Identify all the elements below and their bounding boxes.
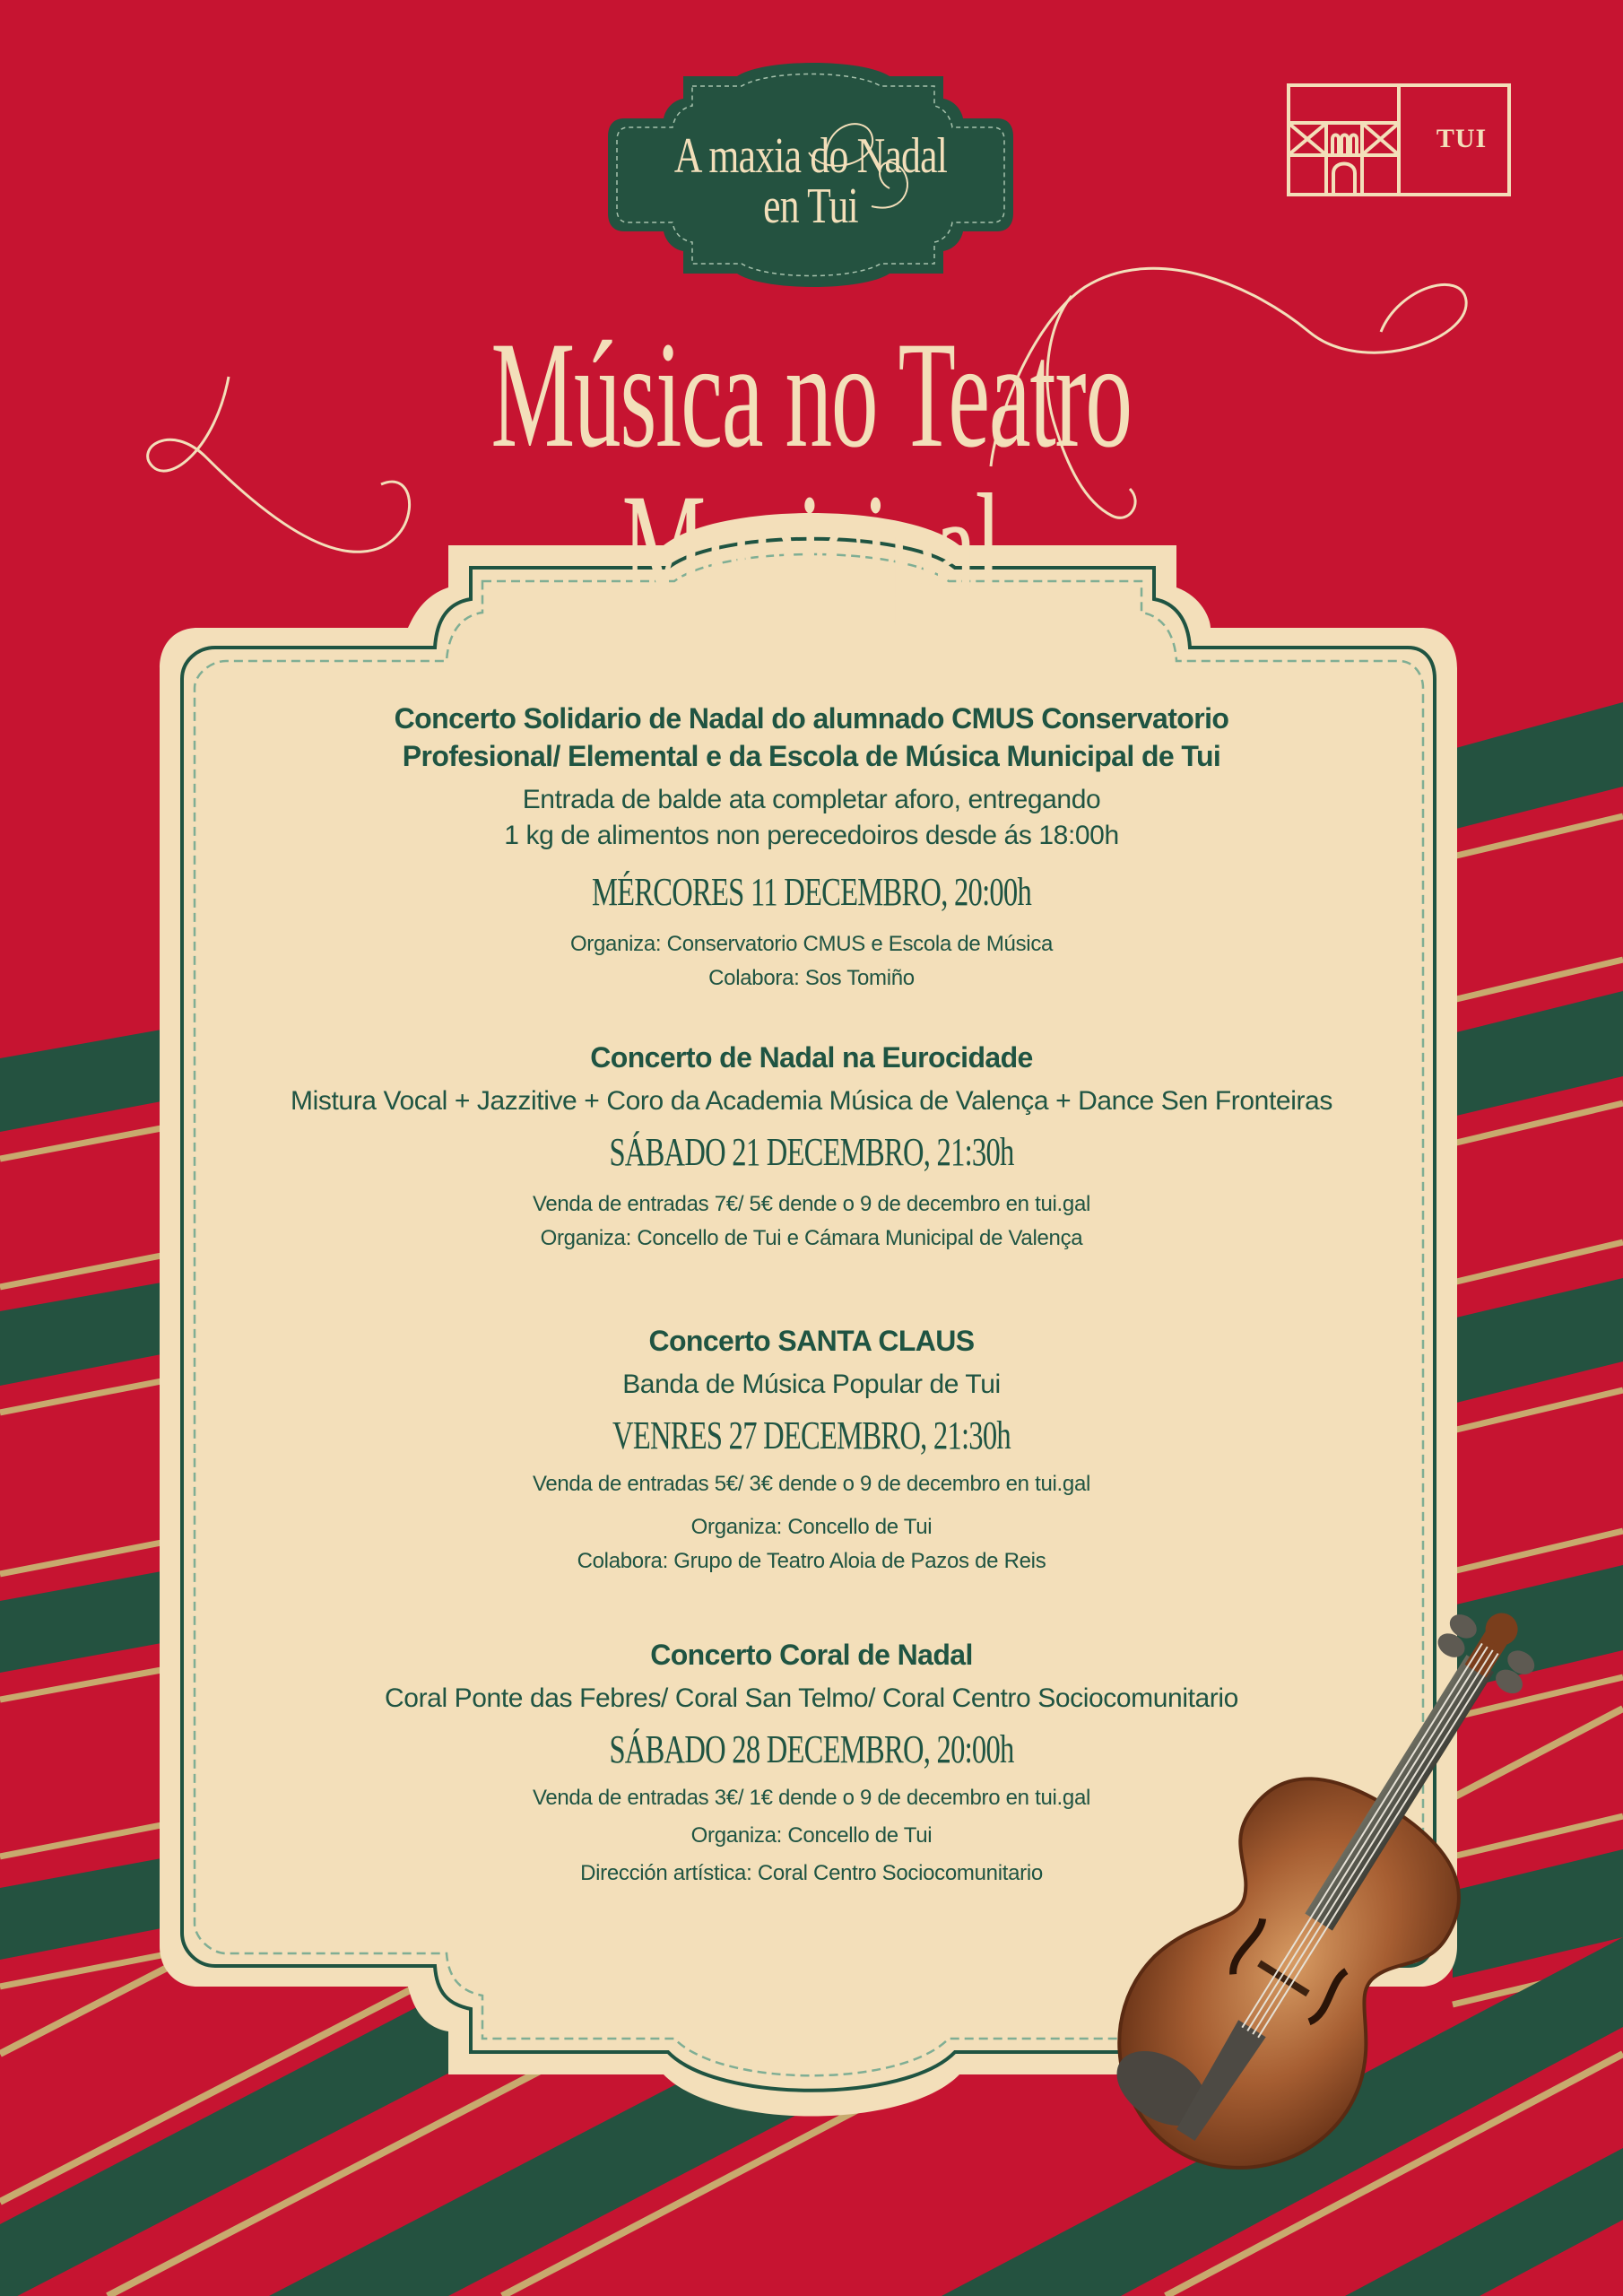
event-subtitle: Coral Ponte das Febres/ Coral San Telmo/ Coral Centro Sociocomunitario: [385, 1683, 1238, 1713]
event-info: Dirección artística: Coral Centro Sociocomunitario: [580, 1861, 1043, 1885]
event-info: Colabora: Grupo de Teatro Aloia de Pazos de Reis: [577, 1549, 1046, 1573]
event-item: [197, 1039, 1426, 1256]
event-info: Venda de entradas 3€/ 1€ dende o 9 de decembro en tui.gal: [532, 1786, 1091, 1810]
logo-text: TUI: [1436, 124, 1488, 153]
event-info: Colabora: Sos Tomiño: [708, 966, 915, 990]
page-title: Música no Teatro Municipal: [490, 310, 1132, 631]
event-info: Organiza: Concello de Tui: [690, 1823, 933, 1848]
event-title: Concerto Solidario de Nadal do alumnado CMUS Conservatorio: [394, 702, 1229, 735]
event-title: Concerto SANTA CLAUS: [648, 1325, 975, 1357]
event-date: SÁBADO 28 DECEMBRO, 20:00h: [609, 1727, 1014, 1771]
event-info: Organiza: Concello de Tui e Cámara Municipal de Valença: [540, 1226, 1083, 1250]
event-subtitle: Mistura Vocal + Jazzitive + Coro da Academia Música de Valença + Dance Sen Fronteiras: [291, 1086, 1332, 1116]
event-subtitle: Banda de Música Popular de Tui: [622, 1370, 1001, 1399]
event-info: Venda de entradas 5€/ 3€ dende o 9 de decembro en tui.gal: [532, 1472, 1091, 1496]
badge-line-1: A maxia do Nadal: [673, 128, 948, 184]
event-subtitle: Entrada de balde ata completar aforo, entregando: [522, 785, 1101, 814]
event-item: [197, 700, 1426, 996]
event-info: Venda de entradas 7€/ 5€ dende o 9 de decembro en tui.gal: [532, 1192, 1091, 1216]
event-subtitle: 1 kg de alimentos non perecedoiros desde ás 18:00h: [504, 821, 1119, 850]
event-title: Concerto de Nadal na Eurocidade: [590, 1041, 1033, 1074]
event-item: [197, 1322, 1426, 1578]
event-title: Profesional/ Elemental e da Escola de Música Municipal de Tui: [402, 740, 1221, 772]
event-date: SÁBADO 21 DECEMBRO, 21:30h: [609, 1130, 1014, 1174]
violin-icon: [1067, 1561, 1551, 2278]
event-info: Organiza: Conservatorio CMUS e Escola de Música: [569, 932, 1054, 956]
event-date: MÉRCORES 11 DECEMBRO, 20:00h: [591, 870, 1032, 914]
event-info: Organiza: Concello de Tui: [690, 1515, 933, 1539]
event-title: Concerto Coral de Nadal: [650, 1639, 973, 1671]
event-date: VENRES 27 DECEMBRO, 21:30h: [612, 1413, 1011, 1457]
badge-line-2: en Tui: [763, 178, 858, 234]
